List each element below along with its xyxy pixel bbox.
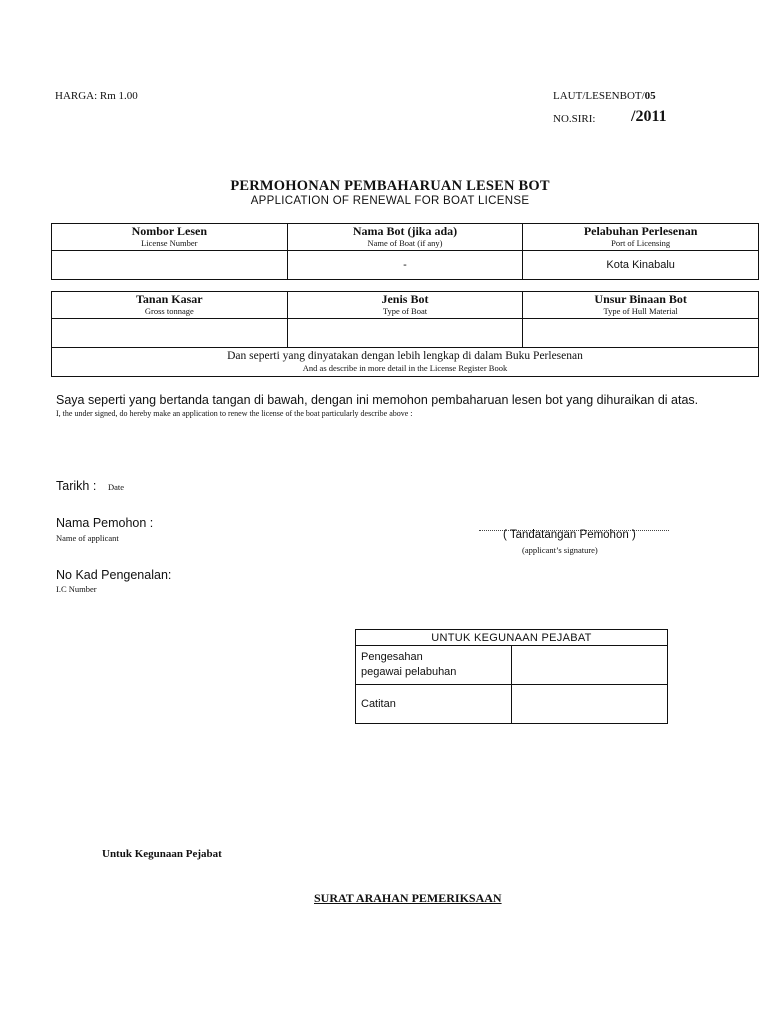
signature-label: ( Tandatangan Pemohon ) xyxy=(503,529,636,541)
page-subtitle: APPLICATION OF RENEWAL FOR BOAT LICENSE xyxy=(250,195,530,207)
page-title: PERMOHONAN PEMBAHARUAN LESEN BOT xyxy=(230,178,550,194)
declaration-text: Saya seperti yang bertanda tangan di bawah, dengan ini memohon pembaharuan lesen bot yang dihuraikan di atas. xyxy=(56,393,699,407)
reference-suffix: 05 xyxy=(644,90,656,102)
boat-name-header: Nama Bot (jika ada) Name of Boat (if any) xyxy=(287,224,523,251)
port-officer-verification-label: Pengesahan pegawai pelabuhan xyxy=(356,646,512,685)
price-label: HARGA: Rm 1.00 xyxy=(55,90,138,102)
boat-type-header: Jenis Bot Type of Boat xyxy=(287,292,523,319)
gross-tonnage-header: Tanan Kasar Gross tonnage xyxy=(52,292,288,319)
port-of-licensing-header: Pelabuhan Perlesenan Port of Licensing xyxy=(523,224,759,251)
license-register-note: Dan seperti yang dinyatakan dengan lebih lengkap di dalam Buku Perlesenan And as describe in more detail in the License Register Book xyxy=(52,348,759,377)
license-table xyxy=(51,223,759,280)
gross-tonnage-value[interactable] xyxy=(52,319,288,348)
serial-label: NO.SIRI: xyxy=(553,113,596,125)
signature-sublabel: (applicant’s signature) xyxy=(522,545,598,555)
office-use-heading: Untuk Kegunaan Pejabat xyxy=(102,848,222,860)
notes-field[interactable] xyxy=(512,685,668,724)
office-use-title: UNTUK KEGUNAAN PEJABAT xyxy=(356,630,668,646)
boat-type-value[interactable] xyxy=(287,319,523,348)
reference-prefix: LAUT/LESENBOT/ xyxy=(553,90,645,102)
office-use-box xyxy=(355,629,668,724)
notes-label: Catitan xyxy=(356,685,512,724)
date-label: Tarikh : xyxy=(56,479,97,493)
hull-material-value[interactable] xyxy=(523,319,759,348)
license-number-header: Nombor Lesen License Number xyxy=(52,224,288,251)
port-officer-verification-field[interactable] xyxy=(512,646,668,685)
ic-number-label: No Kad Pengenalan: xyxy=(56,568,172,582)
inspection-order-title: SURAT ARAHAN PEMERIKSAAN xyxy=(314,891,502,905)
hull-material-header: Unsur Binaan Bot Type of Hull Material xyxy=(523,292,759,319)
boat-details-table xyxy=(51,291,759,377)
serial-year: /2011 xyxy=(631,108,667,125)
reference-number xyxy=(553,90,656,102)
ic-number-sublabel: I.C Number xyxy=(56,584,97,594)
applicant-name-label: Nama Pemohon : xyxy=(56,516,154,530)
date-sublabel: Date xyxy=(108,482,125,492)
license-number-value[interactable] xyxy=(52,251,288,280)
declaration-subtext: I, the under signed, do hereby make an application to renew the license of the boat particularly describe above : xyxy=(56,409,413,418)
boat-name-value[interactable]: - xyxy=(287,251,523,280)
applicant-name-sublabel: Name of applicant xyxy=(56,533,119,543)
port-of-licensing-value[interactable]: Kota Kinabalu xyxy=(523,251,759,280)
